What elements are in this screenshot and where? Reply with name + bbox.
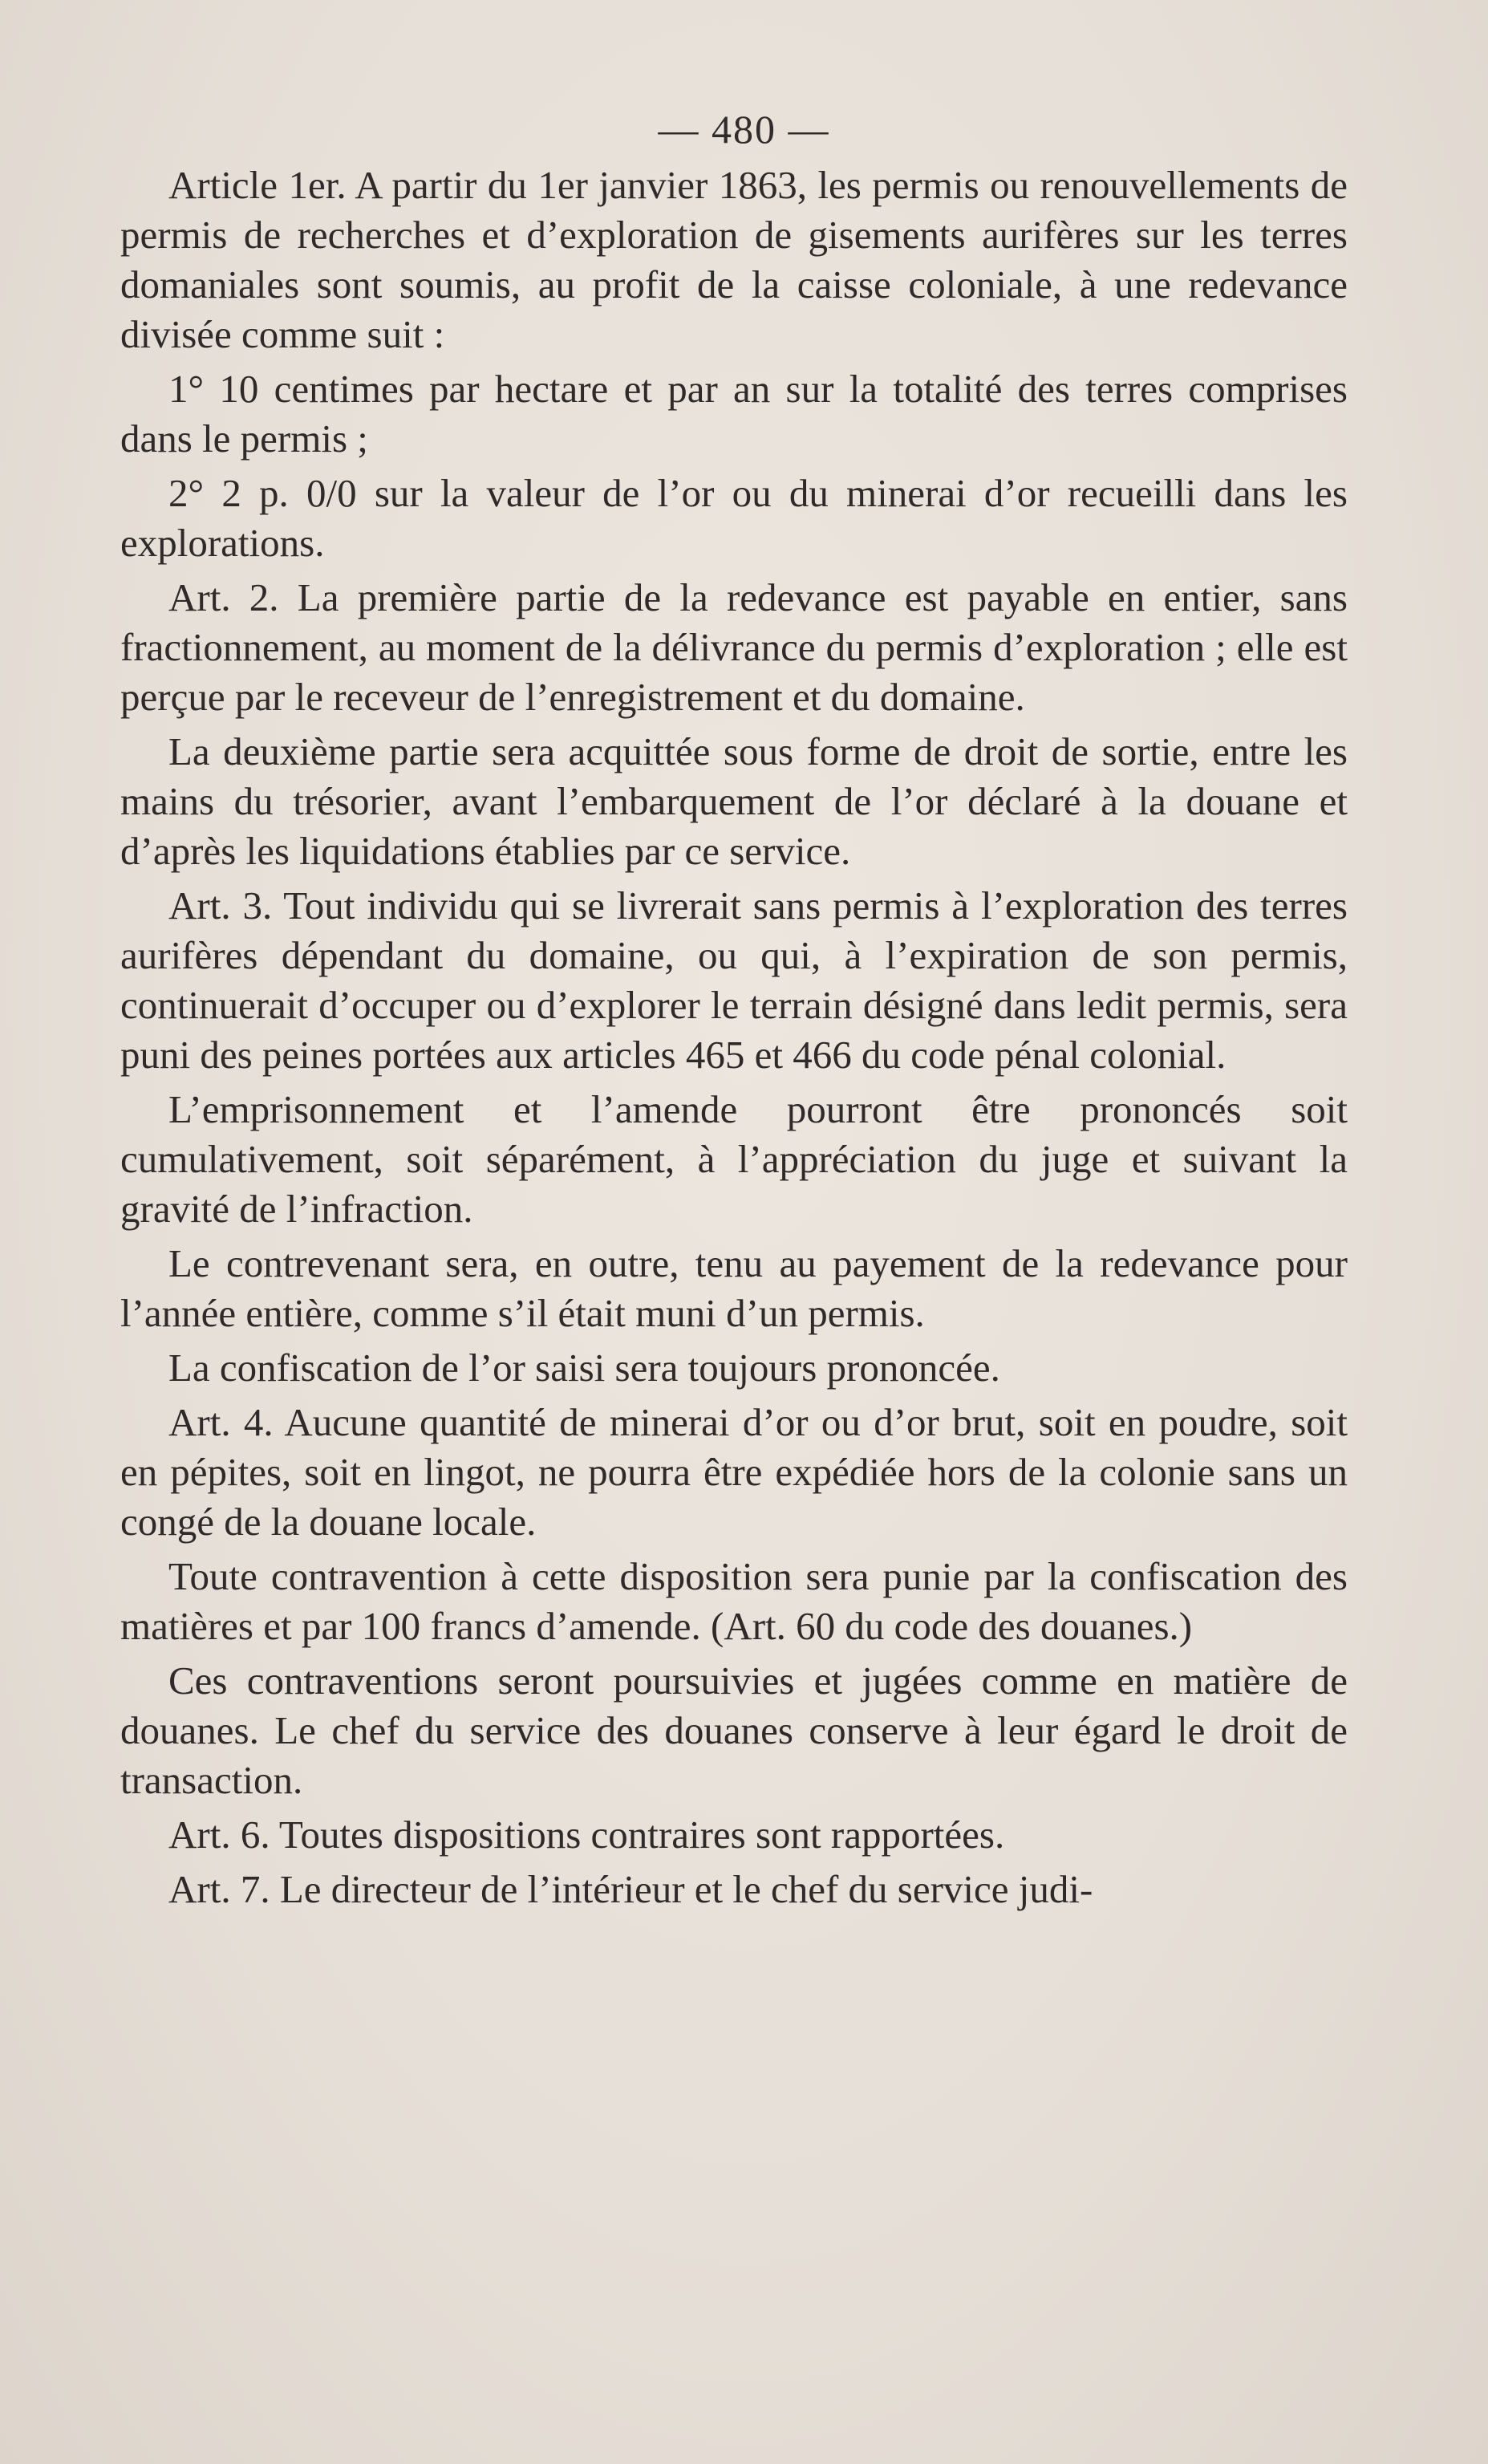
paragraph-item-2: 2° 2 p. 0/0 sur la valeur de l’or ou du minerai d’or recueilli dans les explorations. bbox=[120, 471, 1348, 565]
paragraph-article-4: Art. 4. Aucune quantité de minerai d’or ou d’or brut, soit en poudre, soit en pépites, soit en lingot, ne pourra être expédiée hors de la colonie sans un congé de la douane locale. bbox=[120, 1400, 1348, 1544]
paragraph-article-2: Art. 2. La première partie de la redevance est payable en entier, sans fractionnement, au moment de la délivrance du permis d’exploration ; elle est perçue par le receveur de l’enregistrement et du domaine. bbox=[120, 575, 1348, 719]
paragraph-article-4-prosecution: Ces contraventions seront poursuivies et jugées comme en matière de douanes. Le chef du service des douanes conserve à leur égard le droit de transaction. bbox=[120, 1658, 1348, 1802]
paragraph-article-3: Art. 3. Tout individu qui se livrerait sans permis à l’exploration des terres aurifères dépendant du domaine, ou qui, à l’expiration de son permis, continuerait d’occuper ou d’explorer le terrain désigné dans ledit permis, sera puni des peines portées aux articles 465 et 466 du code pénal colonial. bbox=[120, 883, 1348, 1077]
paragraph-article-1: Article 1er. A partir du 1er janvier 1863, les permis ou renouvellements de permis de recherches et d’exploration de gisements aurifères sur les terres domaniales sont soumis, au profit de la caisse coloniale, à une redevance divisée comme suit : bbox=[120, 163, 1348, 356]
paragraph-article-3-confiscation: La confiscation de l’or saisi sera toujours prononcée. bbox=[168, 1346, 1000, 1390]
document-body bbox=[120, 160, 1348, 1919]
page-number: — 480 — bbox=[658, 107, 830, 152]
paragraph-article-7: Art. 7. Le directeur de l’intérieur et le chef du service judi- bbox=[168, 1867, 1093, 1911]
paragraph-article-2-part-2: La deuxième partie sera acquittée sous forme de droit de sortie, entre les mains du trésorier, avant l’embarquement de l’or déclaré à la douane et d’après les liquidations établies par ce service. bbox=[120, 729, 1348, 873]
paragraph-item-1: 1° 10 centimes par hectare et par an sur la totalité des terres comprises dans le permis ; bbox=[120, 367, 1348, 461]
paragraph-article-3-penalties: L’emprisonnement et l’amende pourront être prononcés soit cumulativement, soit séparément, à l’appréciation du juge et suivant la gravité de l’infraction. bbox=[120, 1087, 1348, 1231]
paragraph-article-4-contravention: Toute contravention à cette disposition sera punie par la confiscation des matières et par 100 francs d’amende. (Art. 60 du code des douanes.) bbox=[120, 1554, 1348, 1648]
paragraph-article-3-payment: Le contrevenant sera, en outre, tenu au payement de la redevance pour l’année entière, comme s’il était muni d’un permis. bbox=[120, 1241, 1348, 1335]
paragraph-article-6: Art. 6. Toutes dispositions contraires sont rapportées. bbox=[168, 1812, 1005, 1857]
